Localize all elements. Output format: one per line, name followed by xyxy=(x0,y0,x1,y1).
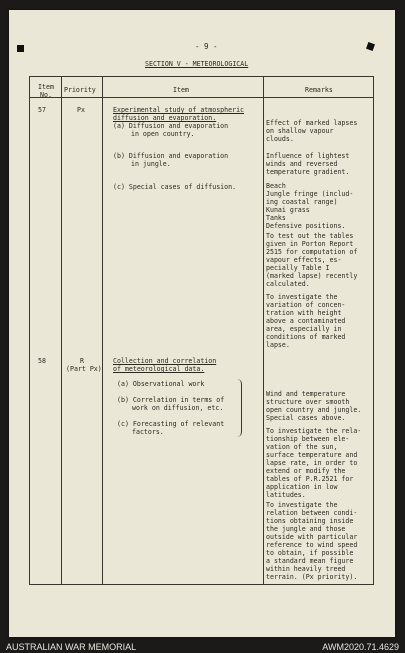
col-line-4 xyxy=(373,76,374,585)
section-title: SECTION V - METEOROLOGICAL xyxy=(145,60,249,68)
remark-58-2: To investigate the rela- tionship between ele- vation of the sun, surface temperature and lapse rate, in order to extend or modify the tables of P.R.2521 for application in low latitudes. xyxy=(266,427,362,499)
hole-punch-right xyxy=(366,42,375,51)
item-58-priority-part: (Part Px) xyxy=(66,365,102,373)
header-item-no: Item No. xyxy=(38,83,54,99)
table-bottom-rule xyxy=(29,584,373,585)
remark-57-3: Beach Jungle fringe (includ- ing coastal range) Kunai grass Tanks Defensive positions. xyxy=(266,182,354,230)
col-line-3 xyxy=(263,76,264,585)
remark-57-5: To investigate the variation of concen- tration with height above a contaminated area, especially in conditions of marked lapse. xyxy=(266,293,346,349)
document-page xyxy=(9,10,395,637)
item-57-a-line2: in open country. xyxy=(131,130,195,138)
remark-57-4: To test out the tables given in Porton Report 2515 for computation of vapour effects, es- pecially Table I (marked lapse) recently calculated. xyxy=(266,232,358,288)
remark-57-2: Influence of lightest winds and reversed temperature gradient. xyxy=(266,152,350,176)
item-58-title-line2: of meteorological data. xyxy=(113,365,205,373)
item-58-c-line1: (c) Forecasting of relevant xyxy=(117,420,225,428)
item-58-c-line2: factors. xyxy=(132,428,164,436)
header-remarks: Remarks xyxy=(305,86,333,94)
item-57-priority: Px xyxy=(77,106,85,114)
item-57-number: 57 xyxy=(38,106,46,114)
table-top-rule xyxy=(29,76,373,77)
item-58-a: (a) Observational work xyxy=(117,380,205,388)
hole-punch-left xyxy=(17,45,24,52)
header-bottom-rule xyxy=(29,97,373,98)
item-58-title-line1: Collection and correlation xyxy=(113,357,217,365)
col-line-0 xyxy=(29,76,30,585)
page-number: - 9 - xyxy=(195,42,218,51)
remark-58-3: To investigate the relation between condi- tions obtaining inside the jungle and those outside with particular reference to wind speed to obtain, if possible a standard mean figure within heavily treed terrain. (Px priority). xyxy=(266,501,358,581)
item-58-b-line1: (b) Correlation in terms of xyxy=(117,396,225,404)
header-priority: Priority xyxy=(64,86,96,94)
item-57-a-line1: (a) Diffusion and evaporation xyxy=(113,122,229,130)
header-item: Item xyxy=(173,86,189,94)
footer-source: AUSTRALIAN WAR MEMORIAL xyxy=(6,642,137,652)
remark-58-1: Wind and temperature structure over smooth open country and jungle. Special cases above. xyxy=(266,390,362,422)
item-57-b-line1: (b) Diffusion and evaporation xyxy=(113,152,229,160)
item-57-title-line1: Experimental study of atmospheric xyxy=(113,106,245,114)
col-line-2 xyxy=(102,76,103,585)
footer-accession: AWM2020.71.4629 xyxy=(322,642,399,652)
item-58-number: 58 xyxy=(38,357,46,365)
item-58-brace xyxy=(237,379,242,437)
col-line-1 xyxy=(61,76,62,585)
item-57-c: (c) Special cases of diffusion. xyxy=(113,183,237,191)
item-58-b-line2: work on diffusion, etc. xyxy=(132,404,224,412)
item-57-title-line2: diffusion and evaporation. xyxy=(113,114,217,122)
remark-57-1: Effect of marked lapses on shallow vapour clouds. xyxy=(266,119,358,143)
item-58-priority: R xyxy=(80,357,84,365)
item-57-b-line2: in jungle. xyxy=(131,160,171,168)
